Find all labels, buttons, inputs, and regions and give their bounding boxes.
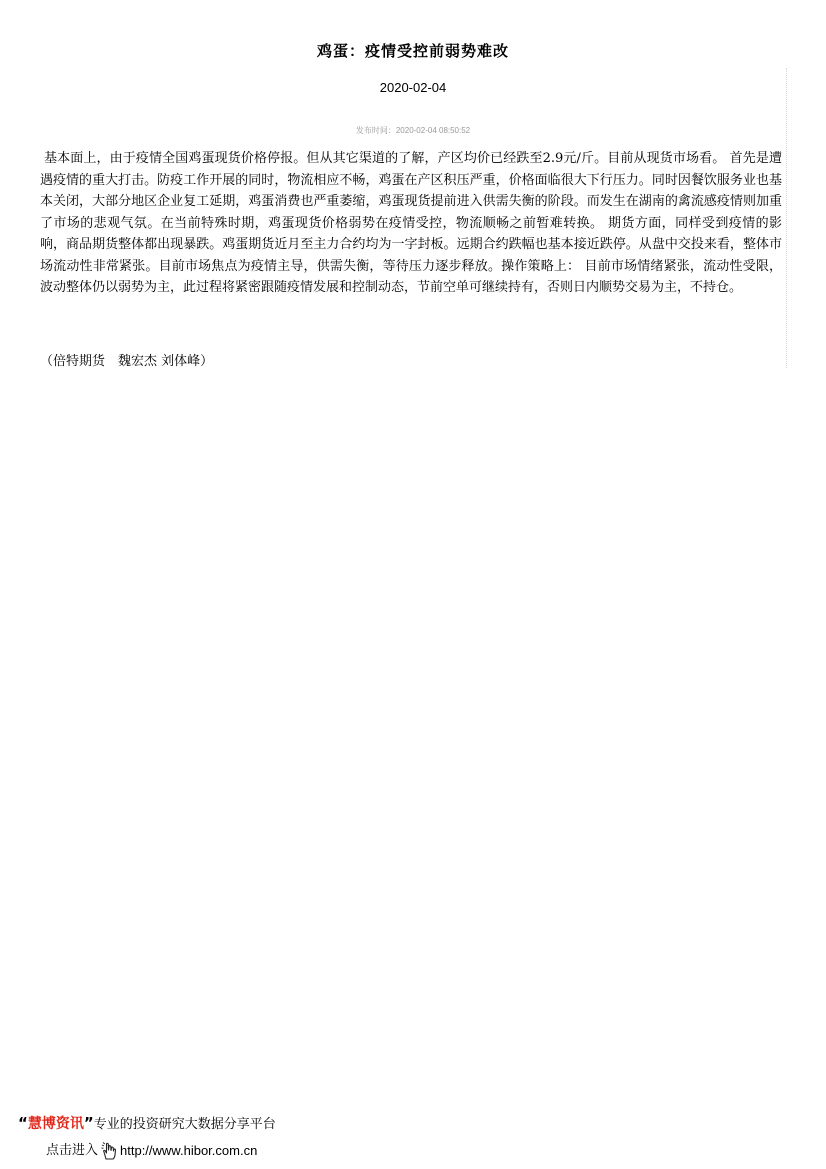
article-author: （倍特期货 魏宏杰 刘体峰） [40, 354, 214, 369]
dotted-divider [786, 68, 787, 368]
publish-time [0, 125, 826, 136]
publish-time-value: 2020-02-04 08:50:52 [395, 126, 471, 135]
enter-label: 点击进入 [46, 1143, 99, 1158]
footer-banner[interactable] [18, 1112, 276, 1162]
publish-time-label: 发布时间： [355, 126, 396, 135]
quote-close: ” [83, 1114, 94, 1132]
article-title: 鸡蛋：疫情受控前弱势难改 [316, 42, 509, 60]
article-date: 2020-02-04 [379, 80, 447, 95]
article-body: 基本面上，由于疫情全国鸡蛋现货价格停报。但从其它渠道的了解，产区均价已经跌至2.9元/斤。目前从现货市场看。 首先是遭遇疫情的重大打击。防疫工作开展的同时，物流相应不畅，鸡蛋在产区积压严重，价格面临很大下行压力。同时因餐饮服务业也基本关闭，大部分地区企业复工延期，鸡蛋消费也严重萎缩，鸡蛋现货提前进入供需失衡的阶段。而发生在湖南的禽流感疫情则加重了市场的悲观气氛。在当前特殊时期，鸡蛋现货价格弱势在疫情受控，物流顺畅之前暂难转换。 期货方面，同样受到疫情的影响，商品期货整体都出现暴跌。鸡蛋期货近月至主力合约均为一字封板。远期合约跌幅也基本接近跌停。从盘中交投来看，整体市场流动性非常紧张。目前市场焦点为疫情主导，供需失衡，等待压力逐步释放。操作策略上： 目前市场情绪紧张，流动性受限，波动整体仍以弱势为主，此过程将紧密跟随疫情发展和控制动态，节前空单可继续持有，否则日内顺势交易为主，不持仓。 [40, 151, 782, 295]
footer-slogan: 专业的投资研究大数据分享平台 [93, 1117, 276, 1132]
brand-name: 慧博资讯 [27, 1116, 84, 1132]
footer-link-line[interactable] [46, 1140, 276, 1162]
quote-open: “ [18, 1114, 28, 1132]
hibor-link[interactable]: http://www.hibor.com.cn [120, 1143, 258, 1158]
hand-pointer-icon [100, 1141, 118, 1161]
footer-slogan-line [18, 1112, 276, 1134]
